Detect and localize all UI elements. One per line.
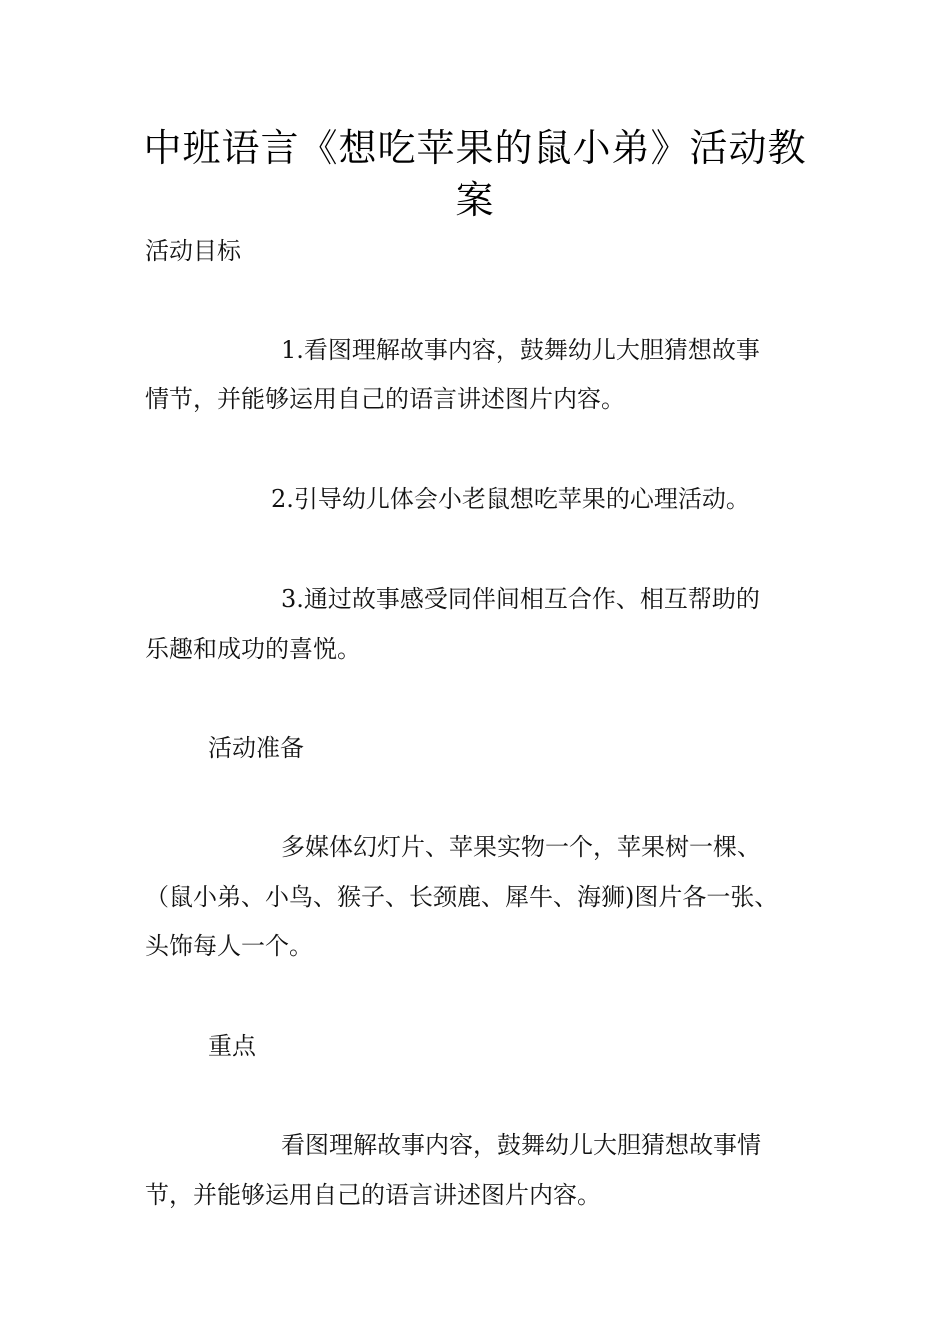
prep-line-2: （鼠小弟、小鸟、猴子、长颈鹿、犀牛、海狮)图片各一张、 xyxy=(145,883,779,911)
goal-2-line-1: 2.引导幼儿体会小老鼠想吃苹果的心理活动。 xyxy=(271,485,750,513)
goal-3-line-1: 3.通过故事感受同伴间相互合作、相互帮助的 xyxy=(281,585,760,613)
goal-3-line-2: 乐趣和成功的喜悦。 xyxy=(145,635,361,663)
prep-line-1: 多媒体幻灯片、苹果实物一个，苹果树一棵、 xyxy=(281,833,761,861)
goal-1-line-1: 1.看图理解故事内容，鼓舞幼儿大胆猜想故事 xyxy=(281,336,760,364)
prep-line-3: 头饰每人一个。 xyxy=(145,932,313,960)
key-line-2: 节，并能够运用自己的语言讲述图片内容。 xyxy=(145,1181,601,1209)
key-line-1: 看图理解故事内容，鼓舞幼儿大胆猜想故事情 xyxy=(281,1131,761,1159)
goal-1-line-2: 情节，并能够运用自己的语言讲述图片内容。 xyxy=(145,385,625,413)
document-title: 中班语言《想吃苹果的鼠小弟》活动教案 xyxy=(143,126,807,222)
goals-heading: 活动目标 xyxy=(145,237,241,265)
key-heading: 重点 xyxy=(208,1032,256,1060)
prep-heading: 活动准备 xyxy=(208,734,304,762)
